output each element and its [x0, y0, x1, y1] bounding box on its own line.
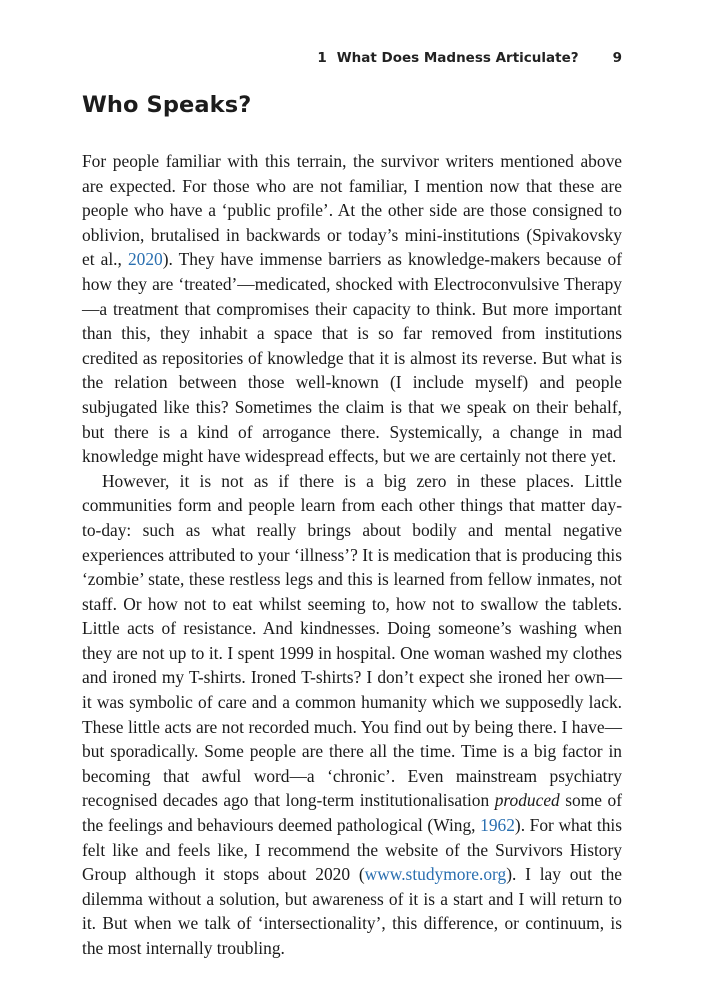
- paragraph-1-text-a: For people familiar with this terrain, the survivor writers mentioned above are expected. For those who are not familiar, I mention now that these are people who have a ‘public profile’. At the other side are those consigned to oblivion, brutalised in backwards or today’s mini-institutions (Spivakovsky et al.,: [82, 151, 622, 270]
- paragraph-1-text-b: ). They have immense barriers as knowledge-makers because of how they are ‘treated’—medicated, shocked with Electroconvulsive Therapy—a treatment that compromises their capacity to think. But more important than this, they inhabit a space that is so far removed from institutions credited as repositories of knowledge that it is almost its reverse. But what is the relation between those well-known (I include myself) and people subjugated like this? Sometimes the claim is that we speak on their behalf, but there is a kind of arrogance there. Systemically, a change in mad knowledge might have widespread effects, but we are certainly not there yet.: [82, 249, 622, 467]
- page-number: 9: [612, 50, 622, 66]
- section-title: Who Speaks?: [82, 92, 252, 118]
- paragraph-2-text-d: ). I lay out the dilemma without a solution, but awareness of it is a start and I will return to it. But when we talk of ‘intersectionality’, this difference, or continuum, is the most internally troubling.: [82, 864, 622, 958]
- body-text: [82, 149, 622, 961]
- paragraph-2-text-b: some of the feelings and behaviours deemed pathological (Wing,: [82, 790, 622, 836]
- chapter-title: What Does Madness Articulate?: [336, 50, 579, 66]
- paragraph-2-text-c: ). For what this felt like and feels like, I recommend the website of the Survivors History Group although it stops about 2020 (: [82, 815, 622, 885]
- running-head: [317, 50, 622, 66]
- chapter-number: 1: [317, 50, 327, 66]
- paragraph-2-text-a: However, it is not as if there is a big zero in these places. Little communities form and people learn from each other things that matter day-to-day: such as what really brings about bodily and mental negative experiences attributed to your ‘illness’? It is medication that is producing this ‘zombie’ state, these restless legs and this is learned from fellow inmates, not staff. Or how not to eat whilst seeming to, how not to swallow the tablets. Little acts of resistance. And kindnesses. Doing someone’s washing when they are not up to it. I spent 1999 in hospital. One woman washed my clothes and ironed my T-shirts. Ironed T-shirts? I don’t expect she ironed her own—it was symbolic of care and a common humanity which we supposedly lack. These little acts are not recorded much. You find out by being there. I have—but sporadically. Some people are there all the time. Time is a big factor in becoming that awful word—a ‘chronic’. Even mainstream psychiatry recognised decades ago that long-term institutionalisation: [82, 470, 622, 811]
- citation-link-2020[interactable]: 2020: [127, 249, 163, 270]
- paragraph-1: [82, 149, 622, 469]
- citation-link-1962[interactable]: 1962: [480, 815, 515, 836]
- paragraph-2: [82, 469, 622, 961]
- emphasis-produced: produced: [494, 790, 560, 811]
- website-link-studymore[interactable]: www.studymore.org: [364, 864, 507, 885]
